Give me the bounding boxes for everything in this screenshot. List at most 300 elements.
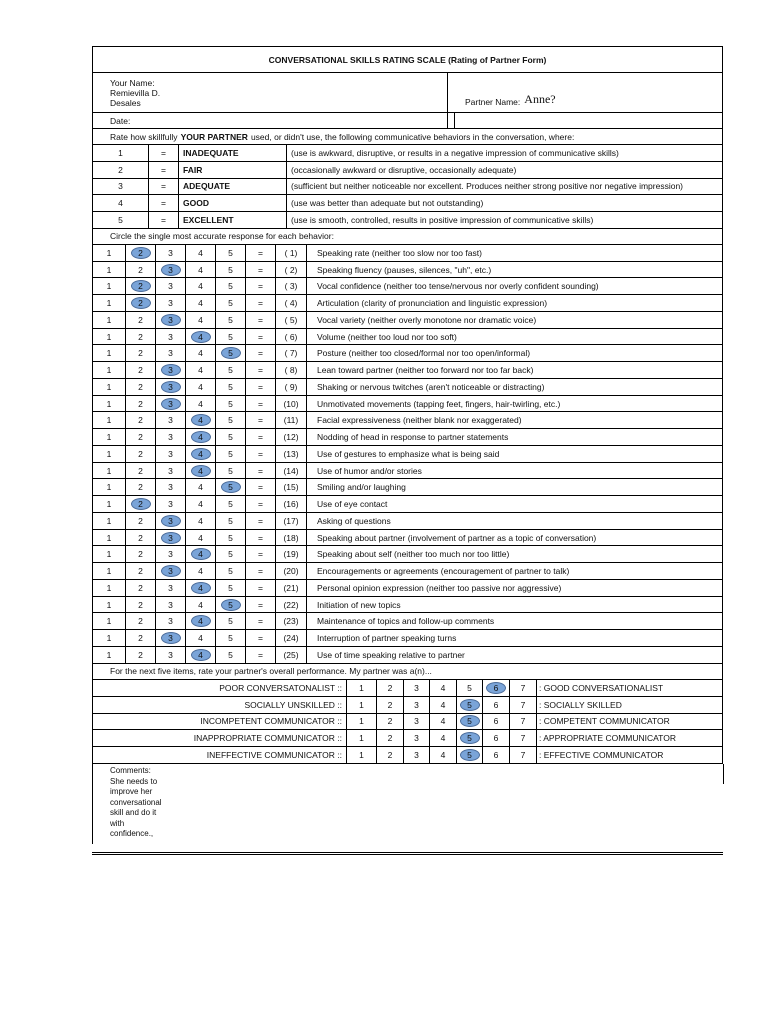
rating-option-cell[interactable]	[215, 396, 245, 412]
overall-option-cell[interactable]	[482, 680, 509, 696]
behavior-row	[92, 412, 723, 429]
rating-option: 4	[198, 566, 203, 577]
rating-option-cell[interactable]	[93, 362, 125, 378]
rating-option: 1	[106, 398, 112, 409]
rating-option: 5	[228, 281, 233, 292]
rating-option: 2	[387, 716, 393, 727]
rating-option-cell[interactable]	[185, 563, 215, 579]
rating-option: 5	[228, 616, 233, 627]
rating-option-cell[interactable]	[185, 278, 215, 294]
item-number: ( 4)	[275, 295, 306, 311]
behavior-row	[92, 597, 723, 614]
rating-option-cell[interactable]	[155, 513, 185, 529]
rating-option-cell[interactable]	[93, 312, 125, 328]
rating-option: 3	[168, 448, 173, 459]
rating-option-cell[interactable]	[215, 245, 245, 261]
rating-option-cell[interactable]	[155, 530, 185, 546]
rating-option-cell[interactable]	[155, 362, 185, 378]
overall-option-cell[interactable]	[403, 680, 429, 696]
rating-option-cell[interactable]	[125, 530, 155, 546]
circle-instruction-row	[92, 229, 723, 245]
rating-option-cell[interactable]	[125, 479, 155, 495]
rating-option-cell[interactable]	[155, 647, 185, 663]
rating-option: 3	[168, 298, 173, 309]
rating-option-cell[interactable]	[215, 429, 245, 445]
equals-sign: =	[245, 513, 275, 529]
rating-option: 5	[228, 566, 233, 577]
rating-option-cell[interactable]	[215, 546, 245, 562]
rating-option-cell[interactable]	[215, 580, 245, 596]
rating-option: 2	[387, 750, 393, 761]
rating-option-cell[interactable]	[125, 429, 155, 445]
rating-option: 3	[168, 599, 173, 610]
rating-option: 1	[106, 432, 112, 443]
rating-option: 1	[106, 499, 112, 510]
rating-option: 5	[228, 365, 233, 376]
item-number: ( 7)	[275, 345, 306, 361]
rating-option-cell[interactable]	[155, 479, 185, 495]
equals-sign: =	[245, 530, 275, 546]
rating-option: 2	[138, 532, 143, 543]
item-number: ( 1)	[275, 245, 306, 261]
rating-option: 5	[228, 264, 233, 275]
overall-left-label: INAPPROPRIATE COMMUNICATOR ::	[193, 733, 342, 744]
rating-option-cell[interactable]	[125, 345, 155, 361]
rating-option-cell[interactable]	[155, 295, 185, 311]
behavior-row	[92, 345, 723, 362]
rating-option-cell[interactable]	[93, 597, 125, 613]
circle-instruction: Circle the single most accurate response for each behavior:	[110, 231, 334, 242]
item-number: ( 5)	[275, 312, 306, 328]
overall-option-cell[interactable]	[376, 714, 403, 730]
rating-option-cell[interactable]	[125, 563, 155, 579]
rating-option-cell[interactable]	[155, 412, 185, 428]
rating-option: 1	[106, 532, 112, 543]
scale-legend	[92, 145, 723, 229]
rating-option-cell[interactable]	[215, 463, 245, 479]
equals-sign: =	[245, 412, 275, 428]
rating-option-cell[interactable]	[125, 412, 155, 428]
rating-option: 5	[228, 314, 233, 325]
item-text: Maintenance of topics and follow-up comments	[306, 613, 722, 629]
overall-option-cell[interactable]	[429, 730, 456, 746]
rating-option: 1	[106, 264, 112, 275]
rating-option-cell[interactable]	[155, 496, 185, 512]
overall-option-cell[interactable]	[456, 747, 482, 763]
overall-option-cell[interactable]	[509, 714, 536, 730]
overall-option-cell[interactable]	[456, 730, 482, 746]
selected-rating: 4	[191, 431, 211, 443]
rating-option-cell[interactable]	[185, 446, 215, 462]
rating-option: 1	[106, 465, 112, 476]
rating-option-cell[interactable]	[185, 496, 215, 512]
rating-option: 6	[493, 716, 499, 727]
rating-option: 2	[387, 699, 393, 710]
overall-option-cell[interactable]	[509, 747, 536, 763]
rating-option-cell[interactable]	[125, 613, 155, 629]
rating-option-cell[interactable]	[93, 278, 125, 294]
overall-ratings	[92, 680, 723, 764]
rating-option-cell[interactable]	[185, 345, 215, 361]
rating-option-cell[interactable]	[93, 463, 125, 479]
rating-option-cell[interactable]	[185, 429, 215, 445]
rating-option-cell[interactable]	[215, 345, 245, 361]
rating-option: 5	[228, 331, 233, 342]
rating-option-cell[interactable]	[215, 496, 245, 512]
rating-option-cell[interactable]	[215, 597, 245, 613]
overall-option-cell[interactable]	[482, 714, 509, 730]
rating-option-cell[interactable]	[155, 329, 185, 345]
rating-option: 3	[168, 281, 173, 292]
date-row	[92, 113, 723, 129]
rating-option-cell[interactable]	[93, 412, 125, 428]
rating-option-cell[interactable]	[215, 630, 245, 646]
equals-sign: =	[245, 245, 275, 261]
partner-name-block	[447, 73, 722, 112]
rating-option-cell[interactable]	[93, 613, 125, 629]
overall-option-cell[interactable]	[456, 697, 482, 713]
selected-rating: 6	[486, 682, 506, 694]
rating-option-cell[interactable]	[125, 496, 155, 512]
rating-option-cell[interactable]	[155, 563, 185, 579]
rating-option: 3	[414, 699, 419, 710]
rating-option-cell[interactable]	[125, 329, 155, 345]
rating-option: 3	[168, 616, 173, 627]
rating-option-cell[interactable]	[185, 630, 215, 646]
equals-sign: =	[245, 345, 275, 361]
rating-option-cell[interactable]	[125, 597, 155, 613]
rating-option-cell[interactable]	[185, 396, 215, 412]
rating-option-cell[interactable]	[93, 345, 125, 361]
rating-option-cell[interactable]	[185, 295, 215, 311]
item-number: (18)	[275, 530, 306, 546]
rating-option: 4	[198, 599, 203, 610]
overall-option-cell[interactable]	[403, 730, 429, 746]
overall-option-cell[interactable]	[376, 747, 403, 763]
overall-option-cell[interactable]	[482, 747, 509, 763]
item-text: Speaking about partner (involvement of partner as a topic of conversation)	[306, 530, 722, 546]
legend-label: FAIR	[178, 162, 286, 178]
rating-option-cell[interactable]	[93, 245, 125, 261]
rating-option-cell[interactable]	[155, 245, 185, 261]
item-number: ( 6)	[275, 329, 306, 345]
rating-option-cell[interactable]	[185, 379, 215, 395]
overall-option-cell[interactable]	[376, 697, 403, 713]
rating-option-cell[interactable]	[215, 647, 245, 663]
rating-option-cell[interactable]	[215, 530, 245, 546]
comment-line: confidence.,	[110, 829, 154, 839]
rating-option: 4	[198, 348, 203, 359]
overall-row	[92, 697, 723, 714]
rating-option-cell[interactable]	[155, 262, 185, 278]
rating-option: 1	[106, 381, 112, 392]
overall-option-cell[interactable]	[482, 697, 509, 713]
comment-line: improve her	[110, 787, 153, 797]
selected-rating: 4	[191, 448, 211, 460]
rating-option-cell[interactable]	[185, 262, 215, 278]
rating-option-cell[interactable]	[155, 312, 185, 328]
rating-option: 2	[138, 515, 143, 526]
rating-option-cell[interactable]	[125, 362, 155, 378]
rating-option: 4	[198, 515, 203, 526]
item-text: Vocal variety (neither overly monotone nor dramatic voice)	[306, 312, 722, 328]
overall-option-cell[interactable]	[429, 747, 456, 763]
overall-option-cell[interactable]	[509, 730, 536, 746]
rating-option-cell[interactable]	[185, 362, 215, 378]
rating-option-cell[interactable]	[155, 379, 185, 395]
rating-option: 1	[359, 699, 364, 710]
selected-rating: 3	[161, 632, 181, 644]
legend-row	[92, 179, 723, 196]
rating-option: 2	[138, 415, 143, 426]
item-number: (16)	[275, 496, 306, 512]
overall-option-cell[interactable]	[376, 730, 403, 746]
rating-option-cell[interactable]	[155, 597, 185, 613]
rating-option: 3	[168, 482, 173, 493]
rating-option-cell[interactable]	[93, 262, 125, 278]
rating-option: 1	[106, 448, 112, 459]
rating-option-cell[interactable]	[215, 479, 245, 495]
comments-row	[92, 764, 723, 844]
rating-option: 3	[168, 331, 173, 342]
rating-option-cell[interactable]	[185, 463, 215, 479]
rating-option-cell[interactable]	[93, 295, 125, 311]
behavior-row	[92, 446, 723, 463]
rating-option: 1	[106, 566, 112, 577]
rating-option: 2	[138, 365, 143, 376]
rating-option-cell[interactable]	[155, 396, 185, 412]
rating-option-cell[interactable]	[155, 429, 185, 445]
rating-option-cell[interactable]	[215, 613, 245, 629]
rating-option-cell[interactable]	[93, 546, 125, 562]
rating-option: 1	[106, 616, 112, 627]
rating-option-cell[interactable]	[215, 379, 245, 395]
rating-option-cell[interactable]	[185, 479, 215, 495]
legend-number: 2	[118, 164, 123, 175]
rating-option-cell[interactable]	[215, 262, 245, 278]
rating-option-cell[interactable]	[185, 329, 215, 345]
rating-option-cell[interactable]	[215, 329, 245, 345]
rating-option: 1	[359, 682, 364, 693]
rating-option-cell[interactable]	[215, 295, 245, 311]
selected-rating: 2	[131, 498, 151, 510]
overall-row	[92, 714, 723, 731]
rating-option-cell[interactable]	[185, 513, 215, 529]
rating-instruction	[110, 129, 722, 144]
rating-option: 1	[359, 733, 364, 744]
rating-option: 2	[138, 549, 143, 560]
rating-option-cell[interactable]	[93, 446, 125, 462]
rating-option-cell[interactable]	[93, 580, 125, 596]
overall-option-cell[interactable]	[456, 680, 482, 696]
overall-option-cell[interactable]	[346, 747, 376, 763]
rating-option: 7	[520, 716, 526, 727]
rating-option: 5	[228, 499, 233, 510]
rating-option-cell[interactable]	[185, 245, 215, 261]
rating-option-cell[interactable]	[185, 312, 215, 328]
rating-option: 4	[440, 682, 446, 693]
instruction-suffix: used, or didn't use, the following communicative behaviors in the conversation, where:	[250, 131, 575, 142]
rating-option-cell[interactable]	[125, 245, 155, 261]
rating-option-cell[interactable]	[215, 362, 245, 378]
equals-sign: =	[245, 580, 275, 596]
rating-option-cell[interactable]	[93, 479, 125, 495]
overall-option-cell[interactable]	[429, 697, 456, 713]
overall-option-cell[interactable]	[346, 730, 376, 746]
overall-option-cell[interactable]	[429, 680, 456, 696]
rating-option-cell[interactable]	[125, 446, 155, 462]
rating-option-cell[interactable]	[215, 446, 245, 462]
item-text: Vocal confidence (neither too tense/nervous nor overly confident sounding)	[306, 278, 722, 294]
rating-option-cell[interactable]	[155, 580, 185, 596]
rating-option-cell[interactable]	[155, 613, 185, 629]
overall-option-cell[interactable]	[509, 680, 536, 696]
your-name-value-2: Desales	[110, 97, 141, 108]
rating-option-cell[interactable]	[125, 262, 155, 278]
rating-option: 3	[168, 582, 173, 593]
rating-option: 5	[228, 448, 233, 459]
overall-option-cell[interactable]	[429, 714, 456, 730]
rating-option: 7	[520, 699, 526, 710]
rating-option-cell[interactable]	[185, 647, 215, 663]
rating-option-cell[interactable]	[93, 379, 125, 395]
overall-option-cell[interactable]	[403, 747, 429, 763]
rating-option-cell[interactable]	[93, 630, 125, 646]
rating-option-cell[interactable]	[215, 312, 245, 328]
rating-option: 2	[138, 432, 143, 443]
selected-rating: 3	[161, 314, 181, 326]
rating-option-cell[interactable]	[125, 379, 155, 395]
rating-option: 2	[138, 314, 143, 325]
comment-line: She needs to	[110, 776, 158, 786]
overall-option-cell[interactable]	[456, 714, 482, 730]
overall-option-cell[interactable]	[346, 714, 376, 730]
item-text: Articulation (clarity of pronunciation and linguistic expression)	[306, 295, 722, 311]
comment-line: conversational	[110, 797, 162, 807]
rating-option: 1	[359, 750, 364, 761]
rating-option-cell[interactable]	[155, 446, 185, 462]
rating-option: 2	[138, 264, 143, 275]
rating-option-cell[interactable]	[93, 396, 125, 412]
equals-sign: =	[245, 613, 275, 629]
rating-option-cell[interactable]	[185, 613, 215, 629]
rating-option-cell[interactable]	[125, 546, 155, 562]
rating-option-cell[interactable]	[155, 345, 185, 361]
rating-option-cell[interactable]	[215, 513, 245, 529]
legend-description: (occasionally awkward or disruptive, occasionally adequate)	[286, 162, 724, 178]
overall-row	[92, 747, 723, 764]
rating-option-cell[interactable]	[155, 278, 185, 294]
legend-equals: =	[148, 195, 178, 211]
behavior-row	[92, 463, 723, 480]
rating-option-cell[interactable]	[125, 295, 155, 311]
instruction-bold: YOUR PARTNER	[180, 131, 248, 142]
rating-option-cell[interactable]	[215, 563, 245, 579]
selected-rating: 4	[191, 548, 211, 560]
rating-option: 7	[520, 733, 526, 744]
rating-option: 5	[228, 247, 233, 258]
rating-option: 4	[198, 247, 203, 258]
overall-option-cell[interactable]	[403, 697, 429, 713]
rating-option: 4	[198, 264, 203, 275]
rating-option-cell[interactable]	[93, 530, 125, 546]
rating-option-cell[interactable]	[155, 463, 185, 479]
overall-option-cell[interactable]	[509, 697, 536, 713]
rating-option: 1	[106, 582, 112, 593]
rating-option-cell[interactable]	[93, 429, 125, 445]
equals-sign: =	[245, 546, 275, 562]
rating-option-cell[interactable]	[155, 630, 185, 646]
item-text: Nodding of head in response to partner statements	[306, 429, 722, 445]
item-number: (14)	[275, 463, 306, 479]
legend-number: 5	[118, 215, 123, 226]
rating-option-cell[interactable]	[125, 463, 155, 479]
rating-option-cell[interactable]	[185, 597, 215, 613]
rating-option: 3	[168, 348, 173, 359]
legend-number: 3	[118, 181, 123, 192]
rating-option-cell[interactable]	[93, 513, 125, 529]
item-number: ( 3)	[275, 278, 306, 294]
legend-row	[92, 195, 723, 212]
rating-option: 4	[440, 716, 446, 727]
rating-option-cell[interactable]	[125, 513, 155, 529]
rating-option-cell[interactable]	[125, 396, 155, 412]
rating-option: 5	[228, 532, 233, 543]
rating-option-cell[interactable]	[125, 278, 155, 294]
rating-option-cell[interactable]	[215, 278, 245, 294]
rating-option: 6	[493, 733, 499, 744]
rating-option-cell[interactable]	[155, 546, 185, 562]
rating-option: 5	[228, 633, 233, 644]
rating-option-cell[interactable]	[185, 530, 215, 546]
rating-option-cell[interactable]	[125, 630, 155, 646]
rating-option-cell[interactable]	[93, 563, 125, 579]
rating-option: 1	[106, 281, 112, 292]
rating-option-cell[interactable]	[93, 329, 125, 345]
overall-option-cell[interactable]	[376, 680, 403, 696]
rating-option: 4	[440, 733, 446, 744]
your-name-value: Remievilla D.	[110, 87, 161, 98]
overall-option-cell[interactable]	[346, 680, 376, 696]
equals-sign: =	[245, 295, 275, 311]
item-text: Use of eye contact	[306, 496, 722, 512]
legend-label: GOOD	[178, 195, 286, 211]
rating-option-cell[interactable]	[125, 312, 155, 328]
equals-sign: =	[245, 597, 275, 613]
rating-option-cell[interactable]	[185, 412, 215, 428]
rating-option: 2	[138, 566, 143, 577]
rating-option-cell[interactable]	[215, 412, 245, 428]
rating-option: 2	[138, 482, 143, 493]
item-text: Use of time speaking relative to partner	[306, 647, 722, 663]
selected-rating: 4	[191, 649, 211, 661]
selected-rating: 3	[161, 532, 181, 544]
rating-option-cell[interactable]	[93, 496, 125, 512]
rating-option-cell[interactable]	[125, 647, 155, 663]
rating-option-cell[interactable]	[93, 647, 125, 663]
overall-option-cell[interactable]	[346, 697, 376, 713]
rating-form	[92, 46, 723, 844]
legend-number: 1	[118, 147, 123, 158]
legend-equals: =	[148, 162, 178, 178]
rating-option-cell[interactable]	[125, 580, 155, 596]
overall-right-label: : SOCIALLY SKILLED	[536, 697, 722, 713]
overall-option-cell[interactable]	[482, 730, 509, 746]
rating-option-cell[interactable]	[185, 546, 215, 562]
rating-option: 6	[493, 699, 499, 710]
overall-option-cell[interactable]	[403, 714, 429, 730]
rating-option-cell[interactable]	[185, 580, 215, 596]
